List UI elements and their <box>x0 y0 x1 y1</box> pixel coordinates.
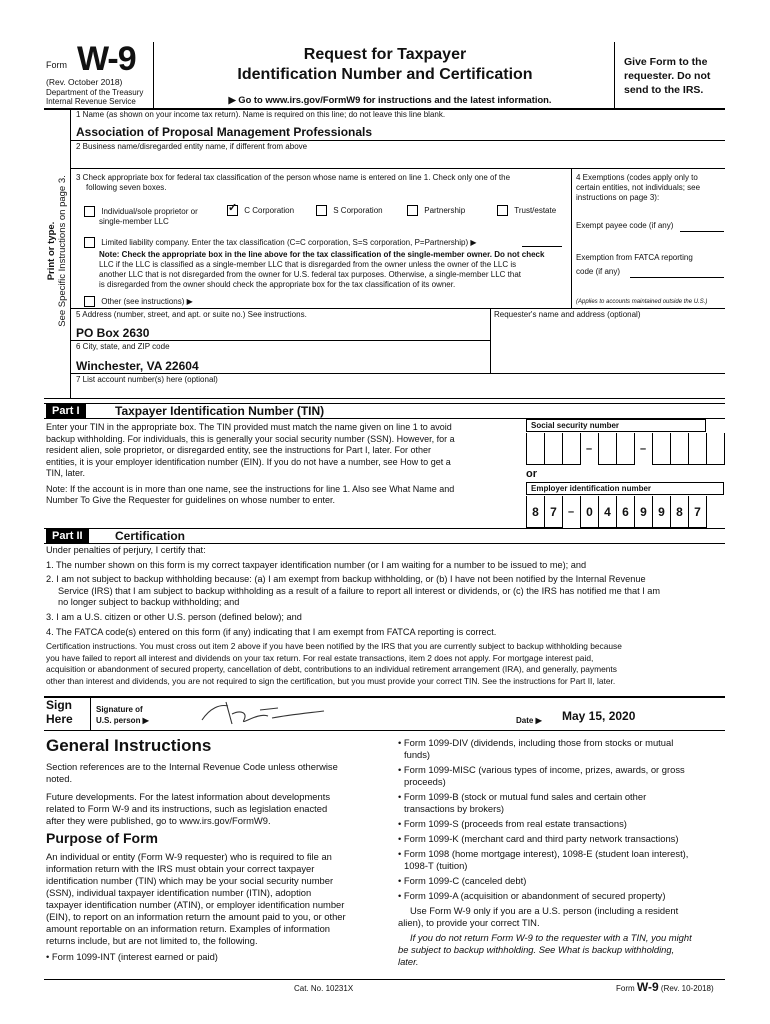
cert-item4: 4. The FATCA code(s) entered on this form (if any) indicating that I am exempt from FATCA reporting is correct. <box>46 626 497 637</box>
classification-s-corp[interactable] <box>316 205 383 216</box>
ssn-digit-6[interactable] <box>652 433 671 465</box>
part1-p3: resident alien, sole proprietor, or disregarded entity, see the instructions for Part I, later. For other <box>46 445 432 455</box>
r-line-1: • Form 1099-DIV (dividends, including those from stocks or mutual <box>398 737 674 748</box>
footer-rev: (Rev. 10-2018) <box>660 984 714 993</box>
exempt-payee-field[interactable] <box>680 231 724 232</box>
catalog-number: Cat. No. 10231X <box>294 984 354 993</box>
checkbox-s-corp[interactable] <box>316 205 327 216</box>
r-line-12: • Form 1099-A (acquisition or abandonment of secured property) <box>398 890 666 901</box>
form-title-line2: Identification Number and Certification <box>237 66 533 83</box>
checkbox-other[interactable] <box>84 296 95 307</box>
r-line-3: • Form 1099-MISC (various types of income, prizes, awards, or gross <box>398 764 685 775</box>
cert-instr1: Certification instructions. You must cross out item 2 above if you have been notified by the IRS that you are currently subject to backup withholding because <box>46 641 622 652</box>
certification-text <box>46 545 726 688</box>
note-line1: Note: Check the appropriate box in the line above for the tax classification of the single-member owner. Do not check <box>99 250 545 259</box>
line3-label-a: 3 Check appropriate box for federal tax classification of the person whose name is entered on line 1. Check only one of the <box>76 173 511 182</box>
note-line3: another LLC that is not disregarded from the owner for U.S. federal tax purposes. Otherwise, a single-member LLC that <box>99 270 521 279</box>
here-label: Here <box>46 712 73 726</box>
form-number: W-9 <box>77 40 136 78</box>
signature-label-1: Signature of <box>96 705 143 714</box>
form-title-line1: Request for Taxpayer <box>303 46 467 63</box>
r-line-2: funds) <box>404 749 431 760</box>
r-line-14: alien), to provide your correct TIN. <box>398 917 540 928</box>
checkbox-trust[interactable] <box>497 205 508 216</box>
ein-digit-7[interactable]: 9 <box>652 496 671 528</box>
side-specific-instructions: See Specific Instructions on page 3. <box>57 175 68 327</box>
check-mark-icon: ✓ <box>228 202 238 214</box>
pp-line-6: (EIN), to report on an information return the amount paid to you, or other <box>46 911 346 922</box>
llc-label: Limited liability company. Enter the tax classification (C=C corporation, S=S corporation, P=Partnership) ▶ <box>101 237 477 247</box>
sign-label: Sign <box>46 698 72 712</box>
checkbox-individual[interactable] <box>84 206 95 217</box>
gi-fd1: Future developments. For the latest information about developments <box>46 791 331 802</box>
give-form-line1: Give Form to the <box>624 56 708 68</box>
cert-item1: 1. The number shown on this form is my correct taxpayer identification number (or I am waiting for a number to be issued to me); and <box>46 559 587 570</box>
ein-digit-1[interactable]: 8 <box>526 496 545 528</box>
ssn-digit-2[interactable] <box>544 433 563 465</box>
exempt-payee-label: Exempt payee code (if any) <box>576 221 674 230</box>
cert-instr3: acquisition or abandonment of secured property, cancellation of debt, contributions to an individual retirement arrangement (IRA), and generally, payments <box>46 664 617 675</box>
llc-note <box>99 250 569 290</box>
general-right-col <box>398 737 728 968</box>
ein-digit-4[interactable]: 4 <box>598 496 617 528</box>
ssn-dash-2: – <box>640 443 647 455</box>
line5-label: 5 Address (number, street, and apt. or suite no.) See instructions. <box>76 310 307 319</box>
ein-label: Employer identification number <box>526 482 724 495</box>
cert-item2b: Service (IRS) that I am subject to backup withholding as a result of a failure to report all interest or dividends, or (c) the IRS has notified me that I am <box>58 585 661 596</box>
dept-irs: Internal Revenue Service <box>46 97 136 106</box>
partnership-label: Partnership <box>424 205 466 215</box>
ssn-digit-1[interactable] <box>526 433 545 465</box>
pp-line-8: returns include, but are not limited to, the following. <box>46 935 258 946</box>
note-line2: LLC if the LLC is classified as a single-member LLC that is disregarded from the owner unless the owner of the LLC is <box>99 260 517 269</box>
individual-label: Individual/sole proprietor or <box>101 206 198 216</box>
individual-label2: single-member LLC <box>99 217 169 226</box>
ssn-digit-4[interactable] <box>598 433 617 465</box>
line3-label-b: following seven boxes. <box>86 183 167 192</box>
gi-p1b: noted. <box>46 773 73 784</box>
line1-name-field[interactable]: Association of Proposal Management Professionals <box>76 125 373 139</box>
fatca-label2: code (if any) <box>576 267 621 276</box>
pp-line-4: (SSN), individual taxpayer identification number (ITIN), adoption <box>46 887 312 898</box>
fatca-applies-note: (Applies to accounts maintained outside the U.S.) <box>576 299 708 305</box>
r-line-11: • Form 1099-C (canceled debt) <box>398 875 527 886</box>
ssn-label: Social security number <box>526 419 706 432</box>
gi-fd3: after they were published, go to www.irs.gov/FormW9. <box>46 815 271 826</box>
dept-treasury: Department of the Treasury <box>46 88 144 97</box>
part1-note1: Note: If the account is in more than one name, see the instructions for line 1. Also see What Name and <box>46 483 455 494</box>
exemptions-line3: instructions on page 3): <box>576 193 660 202</box>
part1-p1: Enter your TIN in the appropriate box. The TIN provided must match the name given on line 1 to avoid <box>46 422 452 432</box>
line3-label <box>76 173 566 193</box>
date-field[interactable]: May 15, 2020 <box>562 709 636 723</box>
part1-title: Taxpayer Identification Number (TIN) <box>115 404 325 418</box>
general-left-col <box>46 761 376 827</box>
requester-label: Requester's name and address (optional) <box>494 310 641 319</box>
part1-p5: TIN, later. <box>46 468 86 478</box>
classification-partnership[interactable] <box>407 205 465 216</box>
cert-instr4: other than interest and dividends, you are not required to sign the certification, but you must provide your correct TIN. See the instructions for Part II, later. <box>46 675 616 686</box>
purpose-title: Purpose of Form <box>46 830 159 846</box>
fatca-label1: Exemption from FATCA reporting <box>576 253 693 262</box>
cert-item2a: 2. I am not subject to backup withholding because: (a) I am exempt from backup withholding, or (b) I have not been notified by the Internal Revenue <box>46 574 646 585</box>
cert-intro: Under penalties of perjury, I certify that: <box>46 545 206 555</box>
fatca-field[interactable] <box>630 277 724 278</box>
handwritten-signature <box>198 698 328 728</box>
r-line-7: • Form 1099-S (proceeds from real estate transactions) <box>398 818 627 829</box>
r-line-8: • Form 1099-K (merchant card and third party network transactions) <box>398 833 679 844</box>
classification-individual[interactable] <box>84 206 198 227</box>
note-line4: is disregarded from the owner should check the appropriate box for the tax classification of its owner. <box>99 280 456 289</box>
checkbox-c-corp[interactable] <box>227 202 238 216</box>
line6-label: 6 City, state, and ZIP code <box>76 342 170 351</box>
r-line-13: Use Form W-9 only if you are a U.S. person (including a resident <box>410 905 679 916</box>
ein-digit-8[interactable]: 8 <box>670 496 689 528</box>
ssn-digit-8[interactable] <box>688 433 707 465</box>
ssn-digit-3[interactable] <box>562 433 581 465</box>
pp-line-1: An individual or entity (Form W-9 requester) who is required to file an <box>46 851 332 862</box>
side-print-or-type: Print or type. <box>46 221 57 281</box>
line2-label: 2 Business name/disregarded entity name, if different from above <box>76 142 308 151</box>
form-label: Form <box>46 60 67 70</box>
pp-line-5: taxpayer identification number (ATIN), or employer identification number <box>46 899 345 910</box>
ssn-dash-1: – <box>586 443 593 455</box>
ein-digit-3[interactable]: 0 <box>580 496 599 528</box>
cert-item2c: no longer subject to backup withholding; and <box>58 597 240 608</box>
footer-form-number: W-9 <box>636 980 659 994</box>
ssn-digit-9[interactable] <box>706 433 725 465</box>
r-line-5: • Form 1099-B (stock or mutual fund sales and certain other <box>398 791 647 802</box>
ein-dash: – <box>568 506 575 518</box>
pp-line-7: amount reportable on an information return. Examples of information <box>46 923 331 934</box>
s-corp-label: S Corporation <box>333 205 383 215</box>
exemptions-box <box>576 173 724 203</box>
classification-c-corp[interactable] <box>227 202 295 216</box>
classification-other[interactable] <box>84 296 193 307</box>
or-label: or <box>526 468 537 480</box>
cert-instr2: you have failed to report all interest and dividends on your tax return. For real estate transactions, item 2 does not apply. For mortgage interest paid, <box>46 652 594 663</box>
signature-field[interactable] <box>198 698 328 728</box>
exemptions-line1: 4 Exemptions (codes apply only to <box>576 173 698 182</box>
part1-note2: Number To Give the Requester for guidelines on whose number to enter. <box>46 495 335 505</box>
r-line-16: be subject to backup withholding. See What is backup withholding, <box>398 944 675 955</box>
pp-bullet-int: • Form 1099-INT (interest earned or paid) <box>46 951 218 962</box>
r-line-6: transactions by brokers) <box>404 803 505 814</box>
side-instructions <box>46 116 68 386</box>
general-instructions-title: General Instructions <box>46 736 212 755</box>
footer-form-id <box>616 980 714 994</box>
part1-tag: Part I <box>46 404 86 418</box>
part2-tag: Part II <box>46 529 89 543</box>
line6-city-field[interactable]: Winchester, VA 22604 <box>76 359 199 373</box>
cert-item3: 3. I am a U.S. citizen or other U.S. person (defined below); and <box>46 611 302 622</box>
r-line-9: • Form 1098 (home mortgage interest), 1098-E (student loan interest), <box>398 848 689 859</box>
part2-title: Certification <box>115 529 186 543</box>
ein-digit-6[interactable]: 9 <box>634 496 653 528</box>
footer-form-label: Form <box>616 984 635 993</box>
r-line-15: If you do not return Form W-9 to the requester with a TIN, you might <box>410 932 692 943</box>
ssn-digit-7[interactable] <box>670 433 689 465</box>
ssn-digit-5[interactable] <box>616 433 635 465</box>
other-label: Other (see instructions) ▶ <box>101 296 193 306</box>
ein-digit-2[interactable]: 7 <box>544 496 563 528</box>
give-form-line3: send to the IRS. <box>624 84 704 96</box>
classification-llc[interactable] <box>84 237 477 248</box>
c-corp-label: C Corporation <box>244 205 295 215</box>
gi-fd2: related to Form W-9 and its instructions, such as legislation enacted <box>46 803 328 814</box>
line5-address-field[interactable]: PO Box 2630 <box>76 326 150 340</box>
pp-line-3: identification number (TIN) which may be your social security number <box>46 875 334 886</box>
checkbox-llc[interactable] <box>84 237 95 248</box>
r-line-17: later. <box>398 956 419 967</box>
line1-label: 1 Name (as shown on your income tax return). Name is required on this line; do not leave this line blank. <box>76 110 446 119</box>
form-revision: (Rev. October 2018) <box>46 77 123 87</box>
purpose-text <box>46 851 386 963</box>
give-form-line2: requester. Do not <box>624 70 711 82</box>
gi-p1a: Section references are to the Internal Revenue Code unless otherwise <box>46 761 338 772</box>
r-line-10: 1098-T (tuition) <box>404 860 468 871</box>
ein-digit-9[interactable]: 7 <box>688 496 707 528</box>
trust-label: Trust/estate <box>514 205 557 215</box>
classification-trust[interactable] <box>497 205 556 216</box>
pp-line-2: information return with the IRS must obtain your correct taxpayer <box>46 863 315 874</box>
part1-p4: entities, it is your employer identification number (EIN). If you do not have a number, see How to get a <box>46 456 451 467</box>
date-label: Date ▶ <box>516 716 542 725</box>
line7-label: 7 List account number(s) here (optional) <box>76 375 218 384</box>
ein-digit-5[interactable]: 6 <box>616 496 635 528</box>
instructions-link[interactable]: ▶ Go to www.irs.gov/FormW9 for instructions and the latest information. <box>228 94 552 105</box>
part1-p2: backup withholding. For individuals, this is generally your social security number (SSN). However, for a <box>46 433 455 444</box>
r-line-4: proceeds) <box>404 776 446 787</box>
exemptions-line2: certain entities, not individuals; see <box>576 183 701 192</box>
signature-label-2: U.S. person ▶ <box>96 716 149 725</box>
part1-instructions <box>46 422 516 507</box>
checkbox-partnership[interactable] <box>407 205 418 216</box>
